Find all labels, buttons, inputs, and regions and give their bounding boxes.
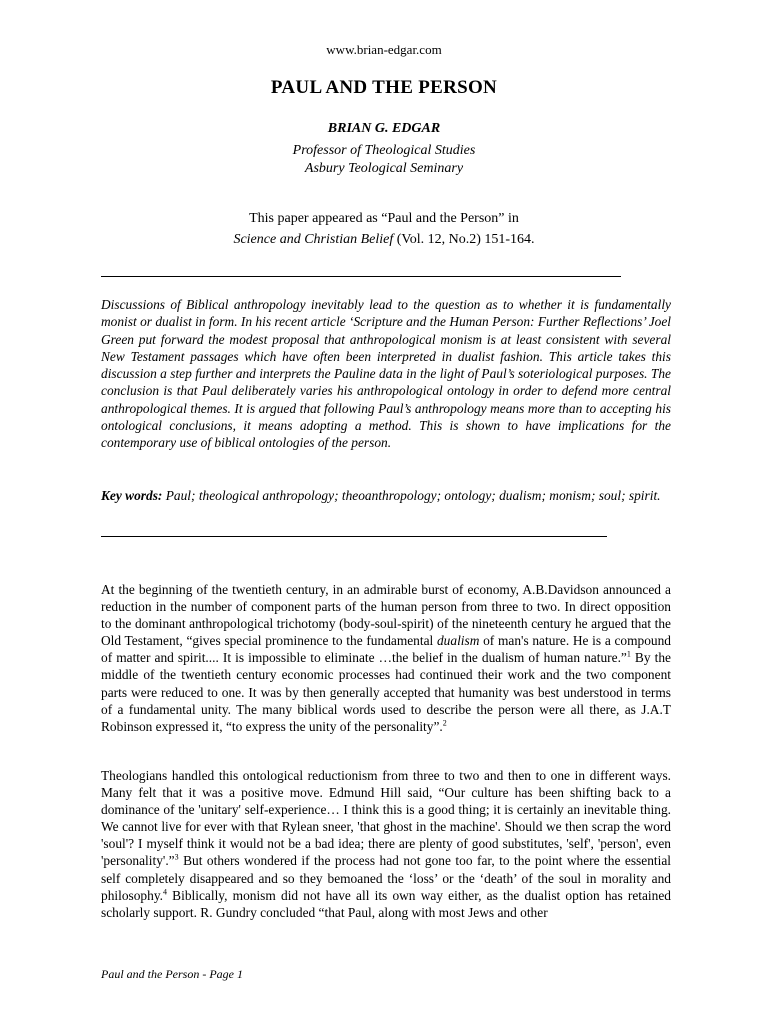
author-name: BRIAN G. EDGAR (327, 121, 441, 136)
publication-citation (0, 232, 768, 248)
divider-bottom (101, 536, 607, 537)
footnote-marker[interactable]: 3 (174, 853, 179, 862)
paragraph-text: At the beginning of the twentieth century, in an admirable burst of economy, A.B.Davidson announced a reduction in the number of component parts of the human person from three to two. In direct opposition to the dominant anthropological trichotomy (body-soul-spirit) of the nineteenth century he argued that the Old Testament, “gives special prominence to the fundamental (101, 582, 671, 649)
footnote-marker[interactable]: 2 (442, 718, 447, 728)
paragraph-text: By the middle of the twentieth century economic processes had continued their work and the two component parts were reduced to one. It was by then generally accepted that humanity was best understood in terms of a fundamental unity. The many biblical words used to describe the person were all there, as J.A.T Robinson expressed it, “to express the unity of the personality”. (101, 650, 671, 734)
paragraph-text: But others wondered if the process had not gone too far, to the point where the essential self completely disappeared and so they bemoaned the ‘loss’ or the ‘death’ of the soul in morality and philosophy. (101, 853, 671, 903)
author-affiliation-institution: Asbury Teological Seminary (304, 161, 464, 176)
body-paragraph-2 (101, 767, 671, 921)
journal-name: Science and Christian Belief (233, 232, 394, 247)
keywords-label: Key words: (101, 488, 163, 503)
emphasis-text: dualism (436, 633, 480, 649)
paragraph-text: Theologians handled this ontological reductionism from three to two and then to one in different ways. Many felt that it was a positive move. Edmund Hill said, “Our culture has been shifting back to a dominance of the 'unitary' self-experience… I think this is a good thing; it is certainly an inevitable thing. We cannot live for ever with that Rylean sneer, 'that ghost in the machine'. Should we then scrap the word 'soul'? I myself think it would not be a bad idea; there are plenty of good substitutes, 'self', 'person', even 'personality'.” (101, 768, 671, 869)
paragraph-text: of man's nature. He is a compound of matter and spirit.... It is impossible to eliminate …the belief in the dualism of human nature.” (101, 633, 672, 666)
keywords-text: Paul; theological anthropology; theoanthropology; ontology; dualism; monism; soul; spirit. (162, 488, 661, 503)
footnote-marker[interactable]: 4 (163, 887, 167, 897)
page-footer: Paul and the Person - Page 1 (101, 967, 243, 981)
footnote-marker[interactable]: 1 (626, 649, 631, 659)
author-affiliation-title: Professor of Theological Studies (292, 143, 476, 158)
abstract: Discussions of Biblical anthropology inevitably lead to the question as to whether it is fundamentally monist or dualist in form. In his recent article ‘Scripture and the Human Person: Further Reflections’ Joel Green put forward the modest proposal that anthropological monism is at least consistent with several New Testament passages which have often been interpreted in dualist fashion. This article takes this discussion a step further and interprets the Pauline data in the light of Paul’s soteriological purposes. The conclusion is that Paul deliberately varies his anthropological ontology in order to defend more central anthropological themes. It is argued that following Paul’s anthropology means more than to accepting his ontological conclusions, it means adopting a method. This is shown to have implications for the contemporary use of biblical ontologies of the person. (101, 297, 671, 451)
journal-details: (Vol. 12, No.2) 151-164. (393, 232, 535, 247)
keywords (101, 487, 671, 504)
website-url: www.brian-edgar.com (326, 42, 442, 57)
publication-note: This paper appeared as “Paul and the Person” in (249, 211, 519, 226)
divider-top (101, 276, 621, 277)
paragraph-text: Biblically, monism did not have all its own way either, as the dualist option has retained scholarly support. R. Gundry concluded “that Paul, along with most Jews and other (101, 887, 671, 920)
body-paragraph-1 (101, 581, 671, 735)
page-title: PAUL AND THE PERSON (270, 77, 498, 98)
